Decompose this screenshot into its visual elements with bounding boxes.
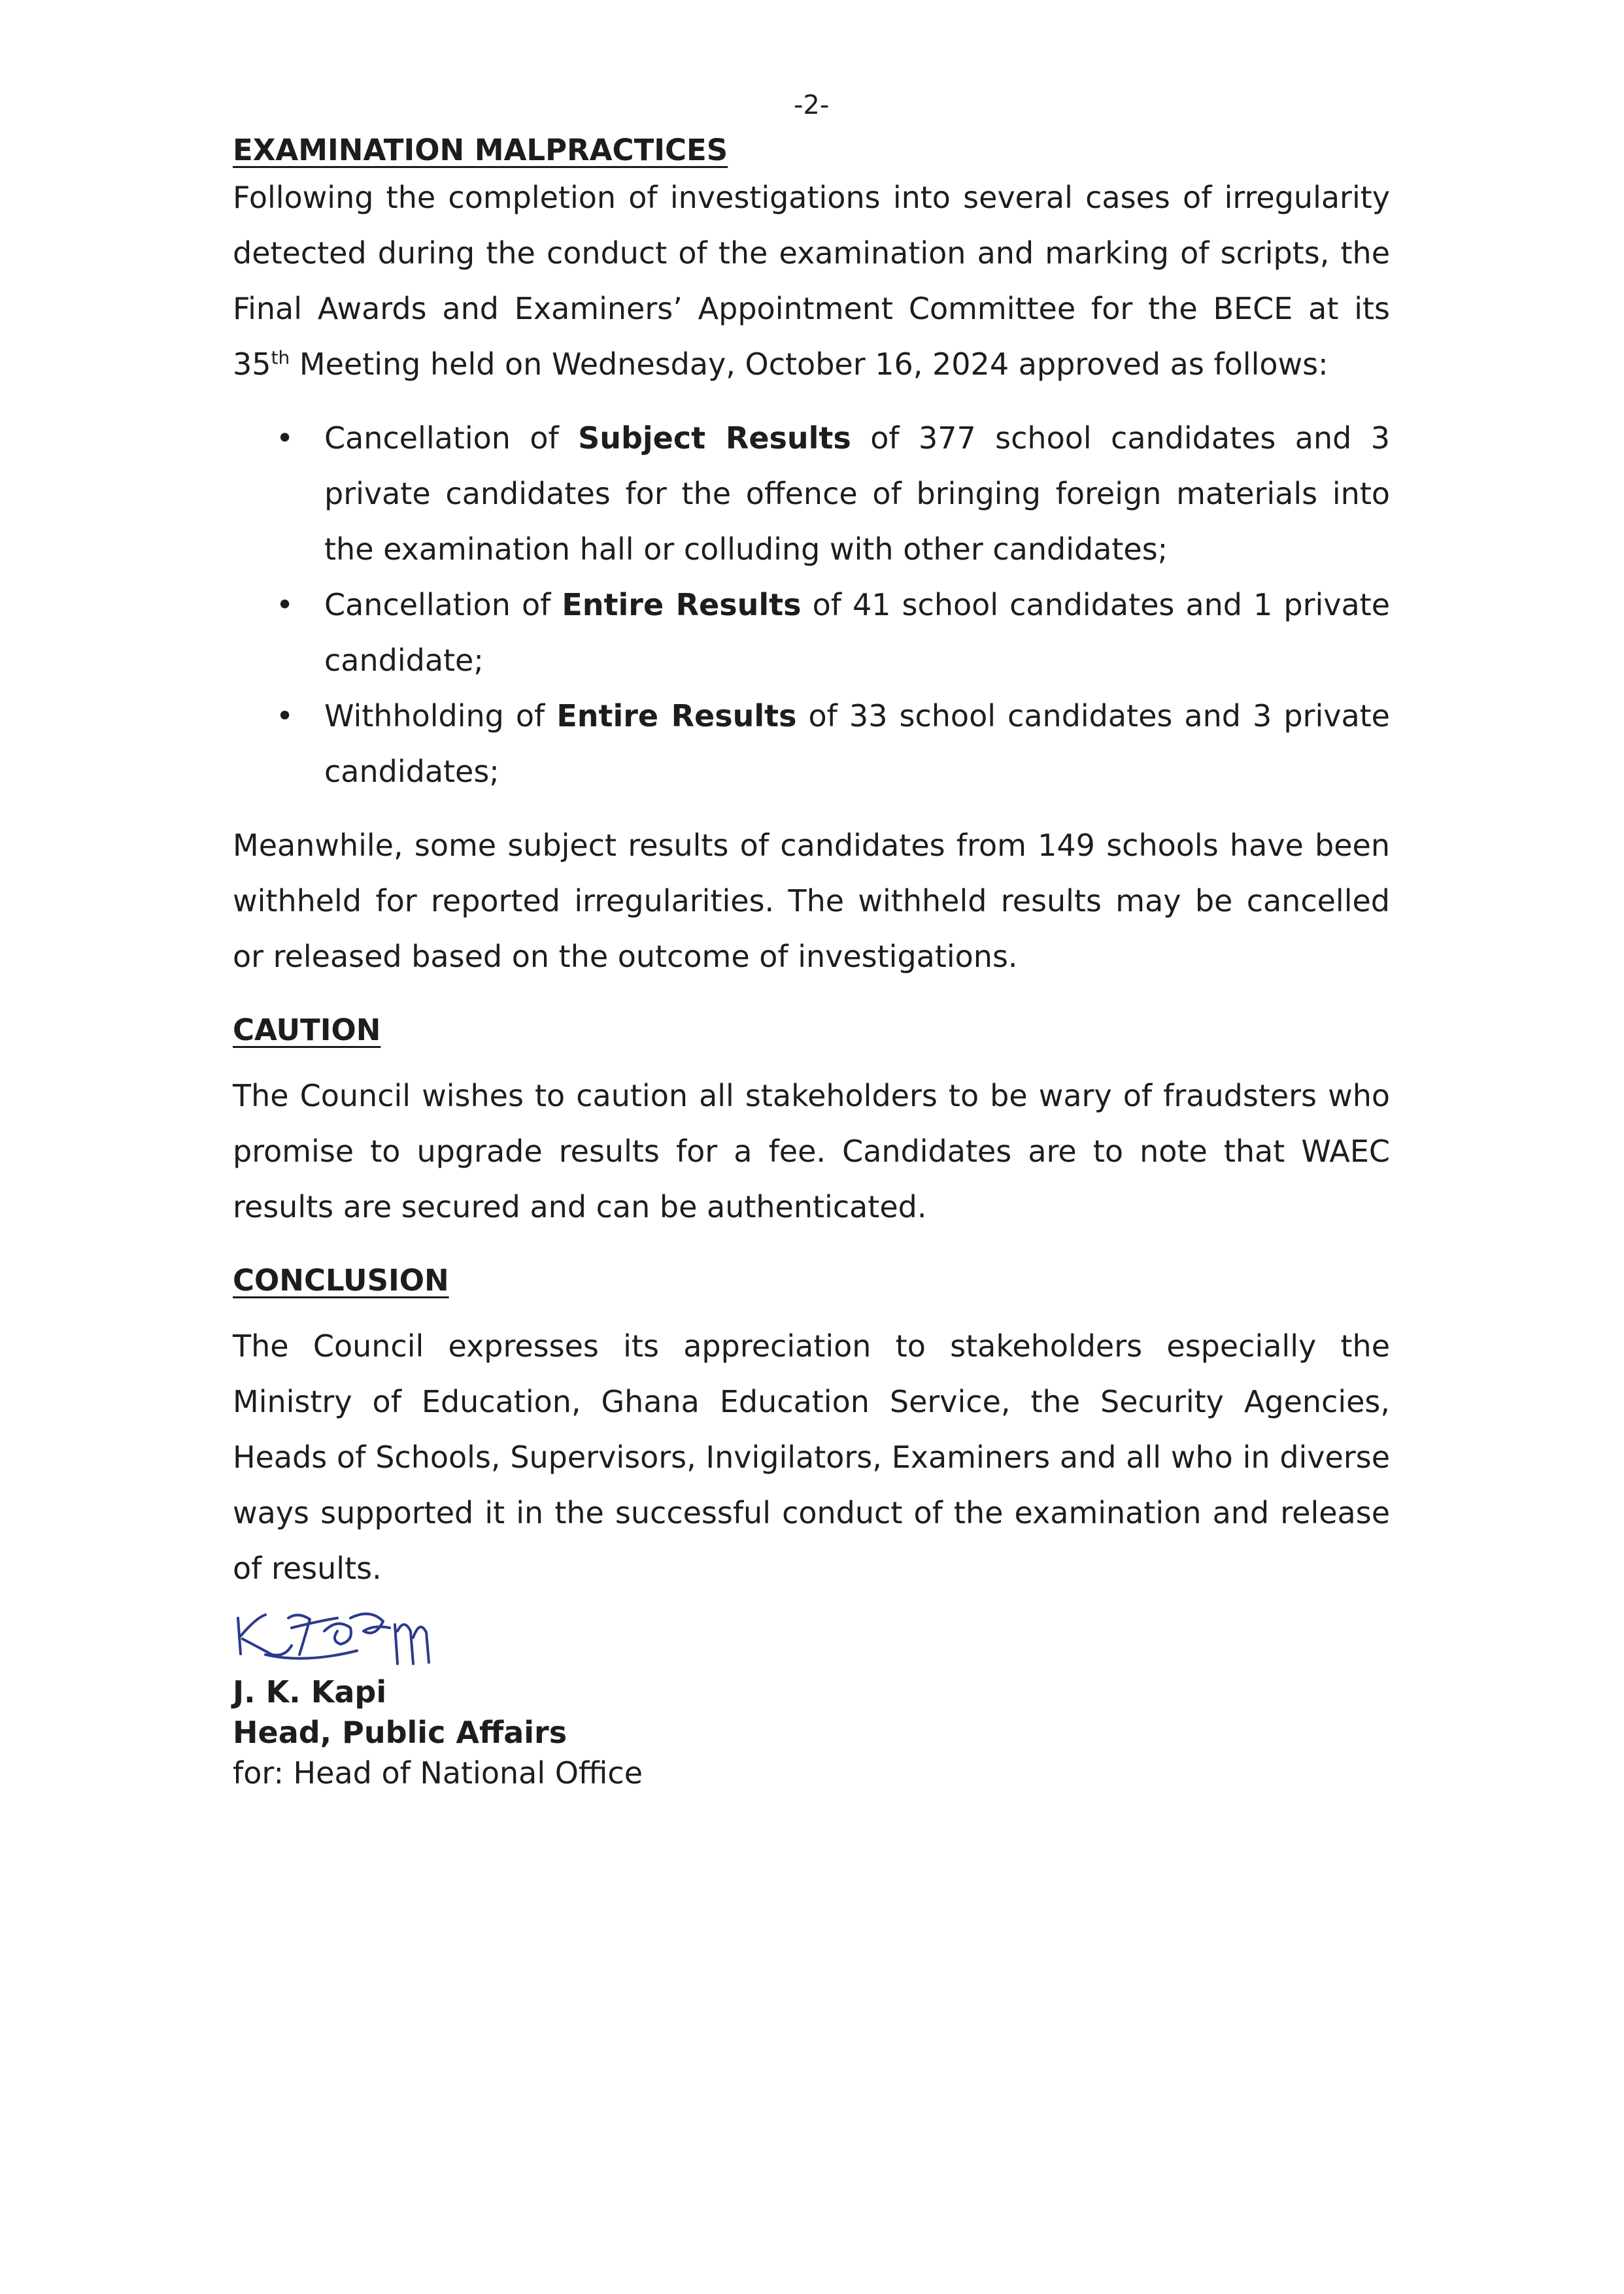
signature-block (233, 1611, 821, 1793)
signatory-title: Head, Public Affairs (233, 1715, 567, 1750)
meanwhile-paragraph: Meanwhile, some subject results of candidates from 149 schools have been withheld for reported irregularities. The withheld results may be cancelled or released based on the outcome of investigations. (233, 828, 1390, 974)
signatory-for-line: for: Head of National Office (233, 1755, 643, 1791)
caution-heading: CAUTION (233, 1013, 381, 1047)
list-item: • Cancellation of Entire Results of 41 school candidates and 1 private candidate; (324, 577, 1390, 688)
list-item: • Cancellation of Subject Results of 377 school candidates and 3 private candidates for the offence of bringing foreign materials into the examination hall or colluding with other candidates; (324, 411, 1390, 577)
handwritten-signature (226, 1592, 448, 1690)
page-number: -2- (794, 90, 830, 120)
conclusion-heading: CONCLUSION (233, 1263, 449, 1298)
conclusion-paragraph: The Council expresses its appreciation to stakeholders especially the Ministry of Education, Ghana Education Service, the Security Agencies, Heads of Schools, Supervisors, Invigilators, Examiners and all who in diverse ways supported it in the successful conduct of the examination and release of results. (233, 1328, 1390, 1586)
signatory-name: J. K. Kapi (233, 1674, 387, 1710)
list-item: • Withholding of Entire Results of 33 school candidates and 3 private candidates; (324, 688, 1390, 800)
malpractices-list (233, 411, 1390, 800)
caution-paragraph: The Council wishes to caution all stakeholders to be wary of fraudsters who promise to upgrade results for a fee. Candidates are to note that WAEC results are secured and can be authenticated. (233, 1078, 1390, 1224)
malpractices-heading: EXAMINATION MALPRACTICES (233, 133, 728, 167)
document-body (233, 131, 1390, 1596)
malpractices-intro: Following the completion of investigations into several cases of irregularity detected during the conduct of the examination and marking of scripts, the Final Awards and Examiners’ Appointment Committee for the BECE at its 35th Meeting held on Wednesday, October 16, 2024 approved as follows: (233, 180, 1390, 382)
